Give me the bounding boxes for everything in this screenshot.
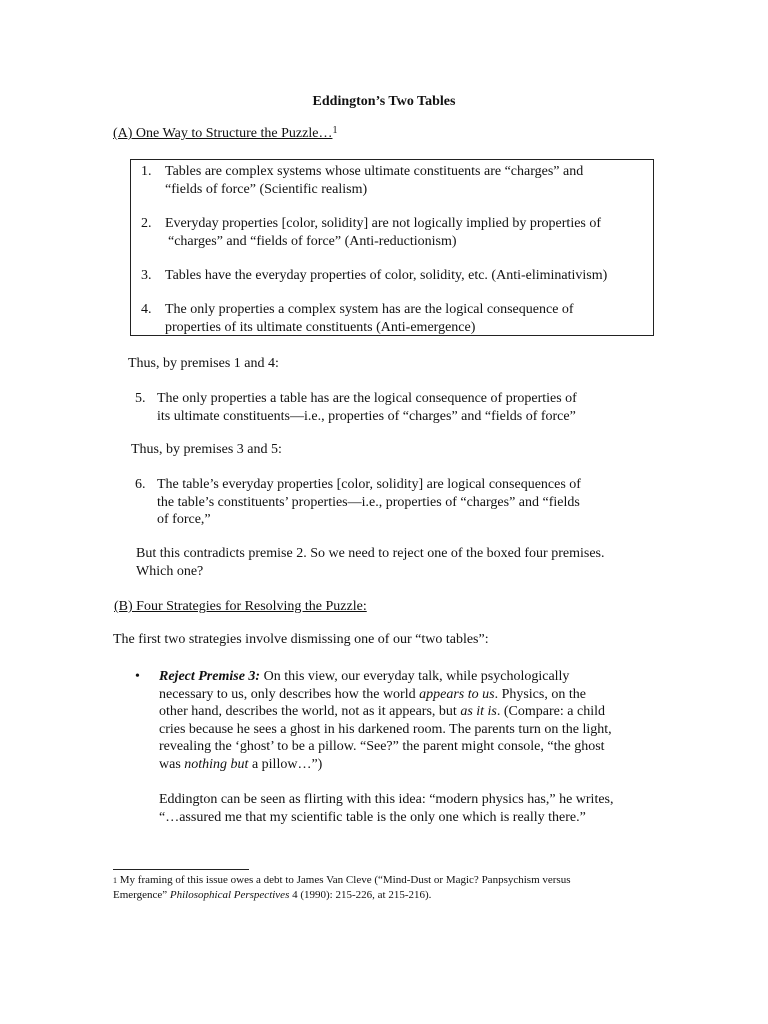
footnote-divider [113, 869, 249, 870]
bullet-reject-premise-3 [159, 668, 629, 773]
contradiction-line: Which one? [136, 563, 204, 579]
bullet-text: was [159, 756, 185, 772]
step-text-line: the table’s constituents’ properties—i.e., properties of “charges” and “fields [157, 494, 580, 510]
footnote-number: 1 [113, 876, 117, 885]
eddington-quote-paragraph [159, 791, 649, 826]
bullet-emphasis: nothing but [184, 756, 249, 772]
step-text-line: of force,” [157, 512, 211, 527]
footnote-text: Emergence” [113, 889, 170, 901]
step-text-line: The only properties a table has are the logical consequence of properties of [157, 391, 577, 406]
bullet-text: cries because he sees a ghost in his darkened room. The parents turn on the light, [159, 721, 612, 737]
premise-text-line: The only properties a complex system has are the logical consequence of [165, 302, 574, 317]
section-b-heading: (B) Four Strategies for Resolving the Puzzle: [114, 599, 367, 614]
bullet-marker: • [135, 669, 140, 684]
contradiction-paragraph [136, 545, 656, 580]
footnote [113, 873, 653, 903]
premise-4 [141, 301, 641, 336]
premise-text-line: properties of its ultimate constituents (Anti-emergence) [165, 319, 476, 335]
step-5 [135, 390, 635, 425]
footnote-text: My framing of this issue owes a debt to James Van Cleve (“Mind-Dust or Magic? Panpsychism versus [117, 874, 571, 886]
step-6 [135, 476, 635, 529]
section-a-heading-text: (A) One Way to Structure the Puzzle… [113, 126, 333, 141]
thus-premises-3-5: Thus, by premises 3 and 5: [131, 442, 282, 457]
intro-paragraph: The first two strategies involve dismissing one of our “two tables”: [113, 632, 489, 647]
footnote-mark: 1 [332, 125, 338, 136]
quote-line: “…assured me that my scientific table is the only one which is really there.” [159, 809, 586, 825]
premise-number: 2. [141, 216, 152, 231]
premise-number: 4. [141, 302, 152, 317]
contradiction-line: But this contradicts premise 2. So we need to reject one of the boxed four premises. [136, 546, 605, 561]
premise-number: 1. [141, 164, 152, 179]
premise-text-line: “fields of force” (Scientific realism) [165, 181, 368, 197]
bullet-text: On this view, our everyday talk, while psychologically [260, 669, 570, 684]
step-number: 5. [135, 391, 146, 406]
page-title: Eddington’s Two Tables [312, 94, 456, 109]
bullet-text: necessary to us, only describes how the world [159, 686, 420, 702]
step-number: 6. [135, 477, 146, 492]
bullet-text: other hand, describes the world, not as it appears, but [159, 704, 461, 719]
section-a-heading [113, 125, 337, 144]
step-text-line: its ultimate constituents—i.e., properties of “charges” and “fields of force” [157, 408, 576, 424]
premise-text-line: Tables have the everyday properties of color, solidity, etc. (Anti-eliminativism) [165, 268, 608, 283]
bullet-text: revealing the ‘ghost’ to be a pillow. “See?” the parent might console, “the ghost [159, 739, 605, 754]
premise-3 [141, 267, 641, 285]
premise-text-line: Tables are complex systems whose ultimate constituents are “charges” and [165, 164, 584, 179]
premise-text-line: “charges” and “fields of force” (Anti-reductionism) [168, 233, 457, 249]
premise-text-line: Everyday properties [color, solidity] are not logically implied by properties of [165, 216, 602, 231]
bullet-text: . (Compare: a child [496, 704, 605, 719]
footnote-text: 4 (1990): 215-226, at 215-216). [289, 889, 432, 901]
bullet-emphasis: as it is [460, 704, 497, 719]
bullet-text: . Physics, on the [494, 686, 586, 702]
bullet-label: Reject Premise 3: [159, 669, 261, 684]
step-text-line: The table’s everyday properties [color, solidity] are logical consequences of [157, 477, 581, 492]
premises-box [130, 159, 654, 336]
footnote-journal: Philosophical Perspectives [169, 889, 290, 901]
premise-number: 3. [141, 268, 152, 283]
quote-line: Eddington can be seen as flirting with this idea: “modern physics has,” he writes, [159, 792, 614, 807]
bullet-text: a pillow…”) [248, 756, 323, 772]
premise-2 [141, 215, 641, 250]
thus-premises-1-4: Thus, by premises 1 and 4: [128, 356, 279, 371]
premise-1 [141, 163, 641, 198]
bullet-emphasis: appears to us [419, 686, 495, 702]
